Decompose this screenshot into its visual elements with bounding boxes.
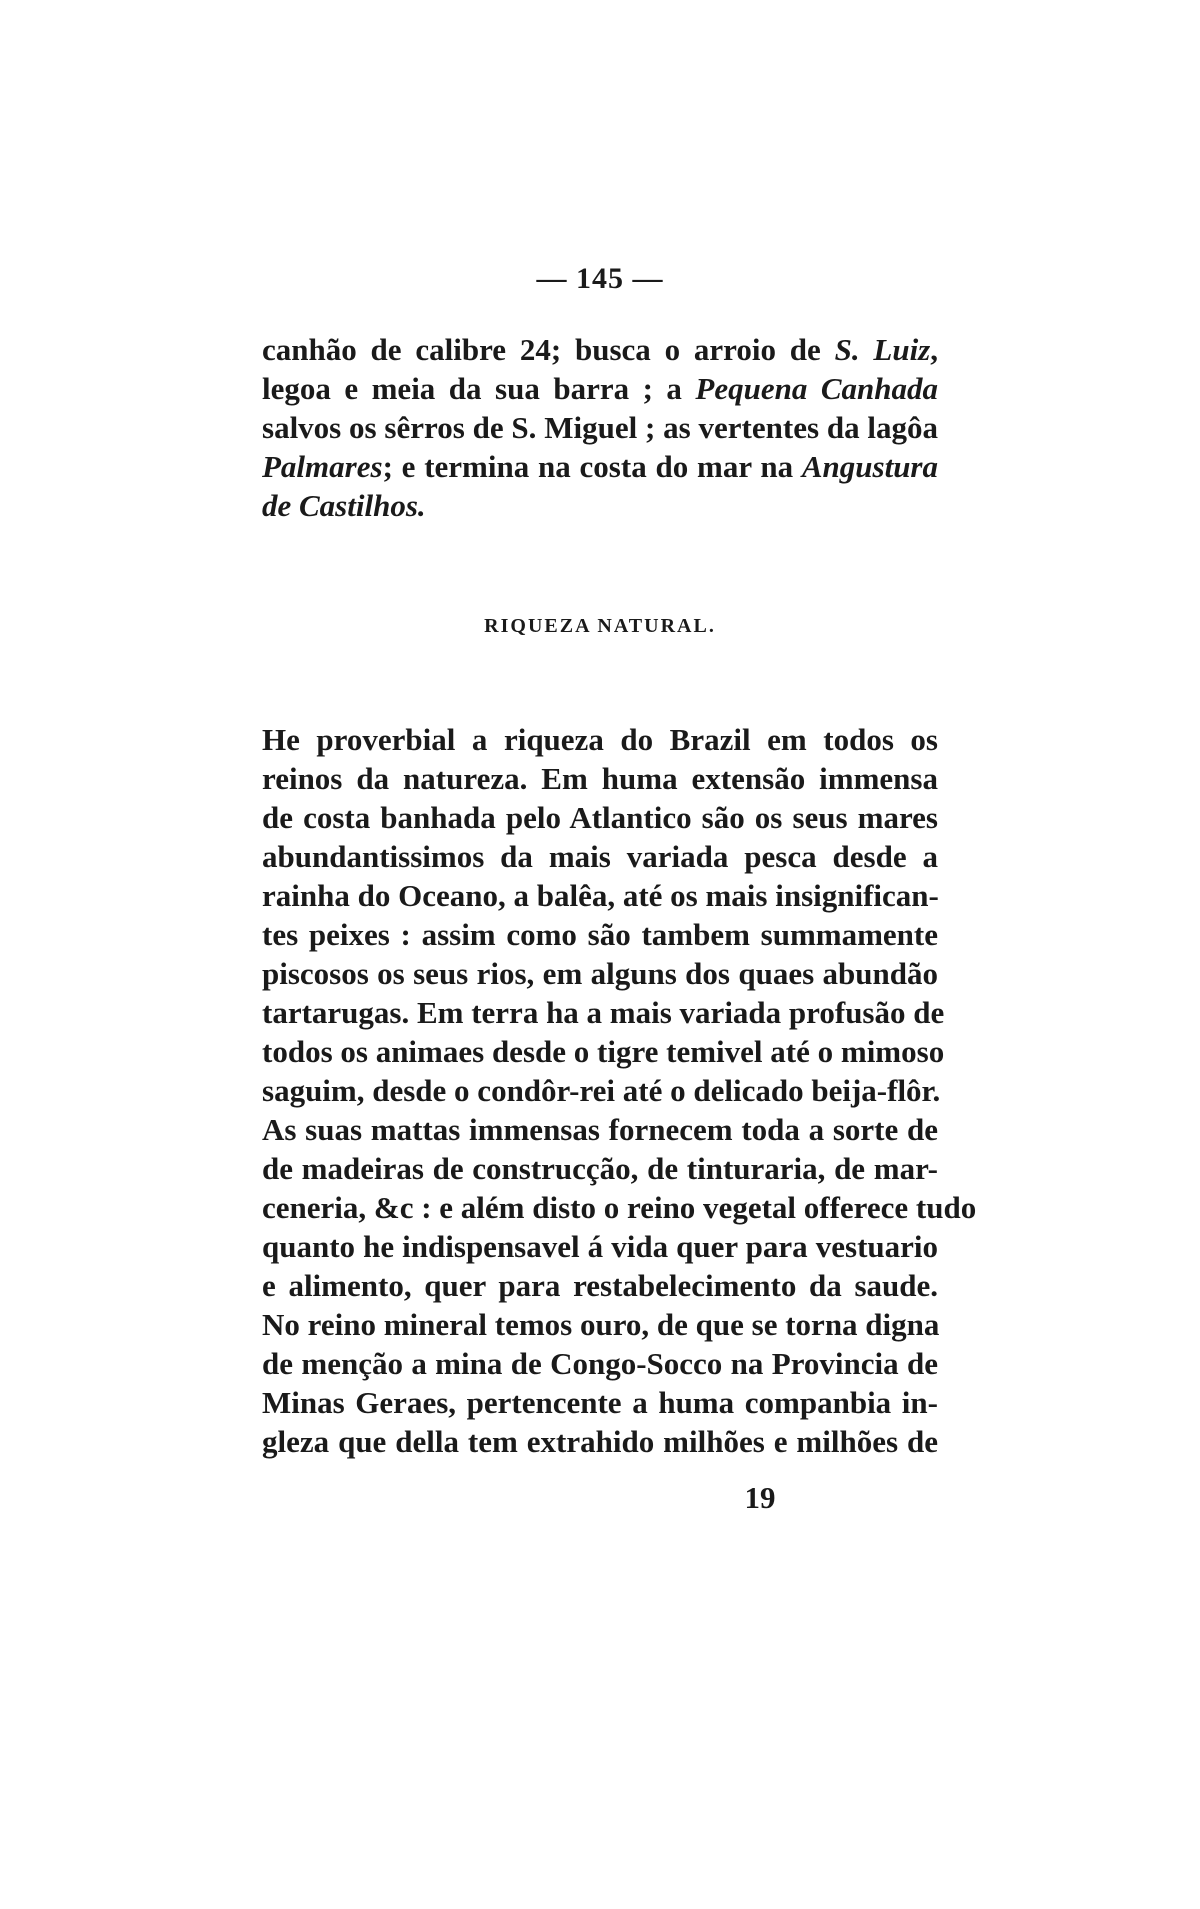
paragraph-riqueza: [262, 720, 977, 1461]
text-line: de madeiras de construcção, de tinturaria, de mar-: [262, 1151, 938, 1186]
text-line: tartarugas. Em terra ha a mais variada profusão de: [262, 995, 945, 1030]
text-line: As suas mattas immensas fornecem toda a sorte de: [262, 1112, 938, 1147]
text-line: todos os animaes desde o tigre temivel até o mimoso: [262, 1034, 945, 1069]
text-line: Minas Geraes, pertencente a huma companbia in-: [262, 1385, 938, 1420]
text-line: saguim, desde o condôr-rei até o delicado beija-flôr.: [262, 1073, 941, 1108]
section-heading: RIQUEZA NATURAL.: [484, 615, 716, 637]
text-line: tes peixes : assim como são tambem summamente: [262, 917, 938, 952]
text-line: reinos da natureza. Em huma extensão immensa: [262, 761, 938, 796]
signature-mark: 19: [744, 1480, 776, 1515]
text-line: quanto he indispensavel á vida quer para vestuario: [262, 1229, 938, 1264]
text-line: de menção a mina de Congo-Socco na Provincia de: [262, 1346, 938, 1381]
paragraph-continued: [262, 330, 938, 525]
text-line: Palmares; e termina na costa do mar na Angustura: [262, 449, 938, 484]
text-line: de costa banhada pelo Atlantico são os seus mares: [262, 800, 938, 835]
text-line: salvos os sêrros de S. Miguel ; as vertentes da lagôa: [262, 410, 938, 445]
text-line: legoa e meia da sua barra ; a Pequena Canhada: [262, 371, 938, 406]
text-line: de Castilhos.: [262, 488, 426, 523]
text-line: abundantissimos da mais variada pesca desde a: [262, 839, 938, 874]
page-number: — 145 —: [536, 262, 664, 295]
text-line: piscosos os seus rios, em alguns dos quaes abundão: [262, 956, 938, 991]
text-line: gleza que della tem extrahido milhões e milhões de: [262, 1424, 938, 1459]
text-line: rainha do Oceano, a balêa, até os mais insignifican-: [262, 878, 939, 913]
text-line: e alimento, quer para restabelecimento da saude.: [262, 1268, 938, 1303]
text-line: canhão de calibre 24; busca o arroio de S. Luiz,: [262, 332, 938, 367]
text-line: ceneria, &c : e além disto o reino vegetal offerece tudo: [262, 1190, 977, 1225]
text-line: No reino mineral temos ouro, de que se torna digna: [262, 1307, 940, 1342]
text-line: He proverbial a riqueza do Brazil em todos os: [262, 722, 938, 757]
